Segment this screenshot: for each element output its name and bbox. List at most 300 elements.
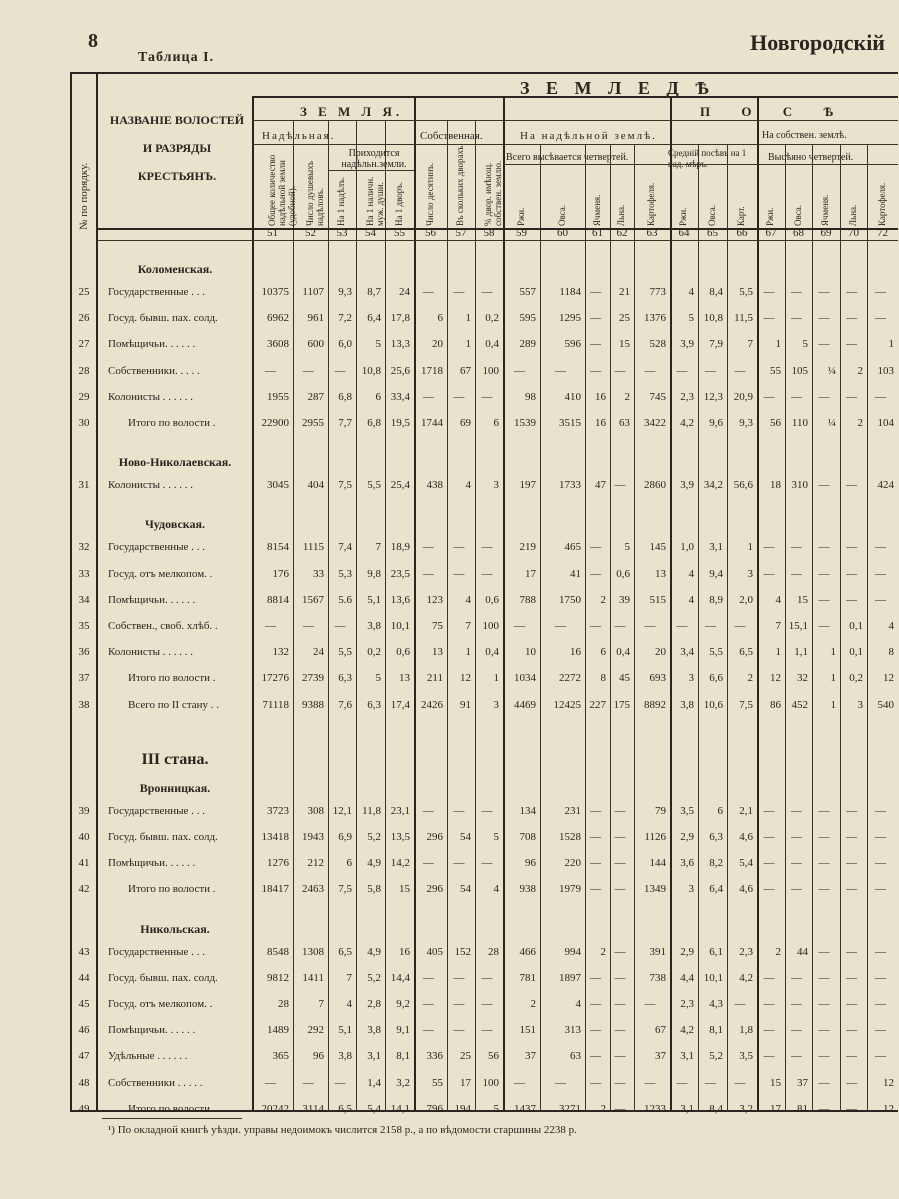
table-cell: 14,1 [390,1102,410,1115]
table-cell: — [763,286,775,298]
table-cell: 13,5 [390,831,410,843]
table-cell: — [846,338,857,351]
column-number: 70 [848,227,859,239]
table-cell: 3271 [559,1102,581,1115]
table-cell: — [423,567,434,580]
table-cell: — [481,390,493,403]
table-cell: 296 [426,883,443,896]
table-cell: 6,6 [709,672,723,685]
rule-v [385,120,386,1112]
row-number: 27 [78,338,90,351]
table-cell: 15 [399,883,410,896]
table-cell: 25 [460,1050,471,1063]
table-cell: 22900 [261,417,289,429]
table-cell: ¼ [827,417,836,429]
subheader-2: Число душевыхъ надѣловъ. [304,160,325,226]
table-cell: — [875,390,886,403]
table-cell: 600 [307,338,324,351]
column-number: 53 [336,227,348,239]
table-cell: 4 [465,479,471,492]
row-number: 35 [78,620,90,632]
page-number: 8 [88,30,98,52]
table-cell: 1489 [267,1024,289,1037]
row-number: 46 [78,1024,90,1037]
table-cell: 1,4 [367,1076,381,1089]
table-cell: 2 [857,364,863,377]
table-cell: 15 [619,338,630,351]
table-cell: 6,5 [338,1102,352,1115]
table-cell: 176 [272,567,289,580]
table-cell: 18,9 [390,541,410,554]
table-cell: 2 [600,1102,606,1115]
table-cell: 17 [770,1102,781,1115]
table-cell: — [875,831,886,843]
table-cell: 2,3 [680,998,694,1010]
table-cell: 10,6 [703,698,723,711]
table-cell: 7,6 [338,698,352,711]
table-cell: 18417 [261,883,289,896]
table-cell: 13418 [261,831,289,843]
col-num-header: № по порядку. [78,162,90,230]
table-cell: — [614,971,626,984]
table-cell: — [644,364,656,377]
table-cell: 1897 [559,971,581,984]
table-cell: — [644,1076,656,1089]
table-cell: 1539 [514,417,536,429]
footnote: ¹) По окладной книгѣ уѣзди. управы недоимокъ числится 2158 р., а по вѣдомости старшины 2238 р. [108,1124,577,1136]
table-cell: 7,5 [338,479,352,492]
row-number: 38 [78,698,90,711]
table-cell: 2739 [302,672,324,685]
hdr-prikhoditsya: Приходится надѣльн.земли. [341,148,407,170]
table-cell: — [481,971,493,984]
table-cell: — [644,998,656,1010]
table-cell: — [846,1076,857,1089]
table-cell: 3 [493,698,499,711]
table-cell: 6 [600,646,606,659]
table-cell: 104 [877,417,894,429]
table-cell: 17,4 [390,698,410,711]
table-cell: 103 [877,364,894,377]
table-cell: 16 [570,646,581,659]
row-number: 47 [78,1050,90,1063]
table-cell: 3 [688,672,694,685]
table-cell: 466 [519,945,536,958]
table-cell: 71118 [262,698,289,711]
table-cell: 7,2 [338,312,352,325]
table-cell: 20,9 [733,390,753,403]
table-cell: 0,4 [485,646,499,659]
table-cell: — [846,567,857,580]
table-cell: 2860 [644,479,666,492]
table-cell: 12425 [553,698,581,711]
table-cell: 5,2 [709,1050,723,1063]
table-cell: 5,4 [367,1102,381,1115]
table-cell: 220 [564,857,581,870]
table-cell: — [791,1024,802,1037]
row-label: Государственные . . . [108,945,205,958]
table-cell: — [818,998,830,1010]
column-number: 59 [516,227,527,239]
table-cell: — [555,620,566,632]
row-number: 31 [78,479,90,492]
table-cell: 8,9 [709,593,723,606]
table-cell: — [846,971,857,984]
table-cell: 391 [649,945,666,958]
column-number: 69 [820,227,832,239]
table-cell: 3,1 [367,1050,381,1063]
table-cell: 5,5 [709,646,723,659]
table-cell: 6,9 [338,831,352,843]
table-cell: 6,8 [367,417,381,429]
table-cell: 4 [575,998,581,1010]
table-cell: 7 [346,971,352,984]
table-cell: 6 [346,857,352,870]
table-cell: 9,3 [739,417,753,429]
table-cell: — [875,286,886,298]
column-number: 64 [678,227,690,239]
table-cell: — [818,971,830,984]
table-cell: 289 [519,338,536,351]
row-label: Государственные . . . [108,804,205,817]
table-cell: 336 [426,1050,443,1063]
table-cell: 1 [747,541,753,554]
table-cell: — [818,620,830,632]
table-cell: 452 [791,698,808,711]
table-cell: 17 [525,567,536,580]
table-cell: — [875,971,886,984]
table-cell: 41 [570,567,581,580]
table-cell: 1 [830,646,836,659]
table-cell: 540 [877,698,894,711]
table-cell: 5 [493,831,499,843]
table-cell: 1528 [559,831,581,843]
row-label: Государственные . . . [108,286,205,298]
table-cell: 9,3 [338,286,352,298]
table-cell: 3608 [267,338,289,351]
row-number: 33 [78,567,90,580]
table-cell: — [590,286,601,298]
table-cell: — [818,804,830,817]
table-cell: — [614,804,626,817]
table-cell: 197 [519,479,536,492]
table-cell: 1184 [559,286,581,298]
table-cell: 6,3 [367,698,381,711]
table-cell: — [846,390,857,403]
table-cell: 69 [460,417,471,429]
table-cell: 67 [460,364,471,377]
table-cell: 1308 [302,945,324,958]
table-cell: 28 [278,998,289,1010]
row-label: Итого по волости . [128,417,216,429]
table-cell: 55 [432,1076,443,1089]
table-cell: — [763,804,775,817]
row-number: 48 [78,1076,90,1089]
table-cell: — [614,364,626,377]
column-number: 67 [765,227,777,239]
table-cell: 1744 [421,417,443,429]
table-cell: 6 [437,312,443,325]
table-cell: — [818,883,830,896]
table-cell: 410 [564,390,581,403]
table-cell: 8 [888,646,894,659]
table-cell: — [791,312,802,325]
table-cell: 2272 [559,672,581,685]
table-cell: — [763,390,775,403]
table-cell: 4 [888,620,894,632]
table-cell: 0,6 [396,646,410,659]
table-cell: 1943 [302,831,324,843]
table-cell: 16 [595,417,606,429]
table-cell: 16 [399,945,410,958]
table-cell: — [763,998,775,1010]
table-cell: — [590,998,601,1010]
table-cell: — [818,1076,830,1089]
table-cell: — [818,338,830,351]
table-cell: 3515 [559,417,581,429]
table-cell: ¼ [827,364,836,377]
table-cell: 212 [307,857,324,870]
table-cell: 12 [883,1076,894,1089]
row-number: 34 [78,593,90,606]
table-cell: 365 [272,1050,289,1063]
table-cell: — [481,1024,493,1037]
table-cell: — [453,567,465,580]
table-cell: 6,4 [367,312,381,325]
table-cell: 63 [619,417,630,429]
table-cell: 6962 [267,312,289,325]
row-number: 30 [78,417,90,429]
table-cell: 2 [600,593,606,606]
table-cell: 0,4 [616,646,630,659]
table-cell: 4,4 [680,971,694,984]
table-cell: 6,4 [709,883,723,896]
table-cell: 5 [624,541,630,554]
table-cell: — [265,1076,276,1089]
table-cell: 8,1 [396,1050,410,1063]
table-cell: 13 [399,672,410,685]
row-number: 40 [78,831,90,843]
table-cell: 7 [747,338,753,351]
table-cell: — [423,1024,434,1037]
table-cell: 0,4 [485,338,499,351]
table-cell: — [590,831,601,843]
table-cell: 98 [525,390,536,403]
row-number: 26 [78,312,90,325]
table-cell: 15,1 [788,620,808,632]
table-cell: 3,1 [680,1102,694,1115]
table-cell: — [705,1076,716,1089]
table-cell: — [590,364,601,377]
table-cell: 6,5 [338,945,352,958]
table-cell: — [818,857,830,870]
table-label: Таблица I. [138,50,215,65]
subheader-5: На 1 дворъ. [393,181,404,226]
subheader-12: Льна. [616,204,626,226]
table-cell: — [481,286,493,298]
section-title: III стана. [141,750,209,768]
table-cell: 2 [775,945,781,958]
table-cell: — [846,593,857,606]
table-cell: 313 [564,1024,581,1037]
section-title: Никольская. [140,921,210,936]
table-cell: — [705,620,716,632]
table-cell: — [763,1050,775,1063]
table-cell: — [555,364,566,377]
table-cell: — [791,390,802,403]
row-number: 42 [78,883,90,896]
table-cell: 6,3 [338,672,352,685]
table-cell: 37 [525,1050,536,1063]
table-cell: 3,5 [680,804,694,817]
table-cell: 13 [655,567,666,580]
table-cell: — [818,831,830,843]
table-cell: — [763,831,775,843]
table-cell: 105 [791,364,808,377]
table-cell: 2 [624,390,630,403]
table-cell: — [763,541,775,554]
table-cell: 1349 [644,883,666,896]
table-cell: 1115 [302,541,324,554]
table-cell: — [846,857,857,870]
column-number: 62 [616,227,628,239]
table-cell: 7 [375,541,381,554]
table-cell: 6,3 [709,831,723,843]
column-number: 60 [557,227,568,239]
row-label: Колонисты . . . . . . [108,646,193,659]
table-cell: 10,1 [390,620,410,632]
table-cell: 1034 [514,672,536,685]
table-cell: 2,9 [680,945,694,958]
table-cell: 515 [649,593,666,606]
table-cell: 3114 [302,1102,324,1115]
table-cell: — [846,1102,857,1115]
subheader-10: Овса. [556,204,567,226]
table-cell: 5 [375,672,381,685]
table-cell: 23,5 [390,567,410,580]
table-cell: 3422 [644,417,666,429]
table-cell: — [791,1050,802,1063]
footnote-rule [102,1118,242,1119]
table-cell: — [514,364,525,377]
table-cell: — [423,971,434,984]
hdr-na-nadel: На надѣльной землѣ. [520,130,657,142]
hdr-na-sobst: На собствен. землѣ. [762,130,847,141]
table-cell: — [481,857,493,870]
table-cell: — [453,998,465,1010]
column-number: 58 [483,227,495,239]
table-cell: 1376 [644,312,666,325]
table-cell: — [303,1076,314,1089]
table-cell: — [791,541,802,554]
table-cell: 3,1 [680,1050,694,1063]
table-cell: 4 [346,998,352,1010]
table-cell: — [818,1102,830,1115]
table-cell: 55 [770,364,781,377]
table-cell: 4 [688,593,694,606]
table-cell: — [846,1050,857,1063]
hdr-sredniy: Средній посѣвъ на 1 над. мѣръ. [668,148,747,169]
title-posev: П О С Ѣ [700,104,848,119]
table-cell: 12 [770,672,781,685]
subheader-21: Картофеля. [876,182,887,226]
table-cell: 9,6 [709,417,723,429]
row-number: 44 [78,971,90,984]
table-cell: 56 [488,1050,499,1063]
row-number: 37 [78,672,90,685]
table-cell: 15 [797,593,808,606]
table-cell: 7 [318,998,324,1010]
table-cell: 2 [530,998,536,1010]
table-cell: — [590,1076,601,1089]
table-cell: — [875,804,886,817]
table-cell: — [705,364,716,377]
table-cell: 12 [883,672,894,685]
table-cell: 1,1 [794,646,808,659]
table-cell: 211 [426,672,443,685]
table-cell: 79 [655,804,666,817]
table-cell: 194 [454,1102,471,1115]
table-cell: 4,6 [739,883,753,896]
table-cell: 0,2 [367,646,381,659]
table-cell: 693 [649,672,666,685]
table-cell: 17,8 [390,312,410,325]
table-cell: 45 [619,672,630,685]
table-cell: 528 [649,338,666,351]
table-cell: 7,5 [338,883,352,896]
table-cell: — [875,998,886,1010]
table-cell: 1126 [644,831,666,843]
table-cell: 18 [770,479,781,492]
table-cell: 3,8 [680,698,694,711]
table-cell: — [614,945,626,958]
table-cell: 110 [791,417,808,429]
row-label: Итого по волости . [128,883,216,896]
table-cell: 8,1 [709,1024,723,1037]
table-cell: — [734,620,746,632]
column-number: 57 [455,227,467,239]
table-cell: — [590,541,601,554]
row-label: Государственные . . . [108,541,205,554]
row-label: Собственники. . . . . [108,364,200,377]
table-cell: 21 [619,286,630,298]
table-cell: 13,3 [390,338,410,351]
table-cell: 10,8 [703,312,723,325]
subheader-3: На 1 надѣлъ. [336,176,346,226]
table-cell: 219 [519,541,536,554]
table-cell: 75 [432,620,443,632]
subheader-17: Ржи. [765,207,775,226]
region-title: Новгородскій [750,30,885,55]
table-cell: — [734,998,746,1010]
table-cell: — [791,998,802,1010]
table-cell: 6,0 [338,338,352,351]
row-label: Помѣщичьи. . . . . . [108,1024,196,1037]
table-cell: 0,6 [616,567,630,580]
table-cell: 8892 [644,698,666,711]
subheader-13: Картофеля. [646,182,656,226]
table-cell: 33 [313,567,324,580]
column-number: 54 [365,227,376,239]
table-cell: 2,3 [680,390,694,403]
table-cell: — [676,364,688,377]
table-cell: 16 [595,390,606,403]
table-cell: 1276 [267,857,289,870]
table-cell: 3 [857,698,863,711]
table-cell: — [334,620,346,632]
table-cell: — [453,1024,465,1037]
table-cell: — [818,567,830,580]
